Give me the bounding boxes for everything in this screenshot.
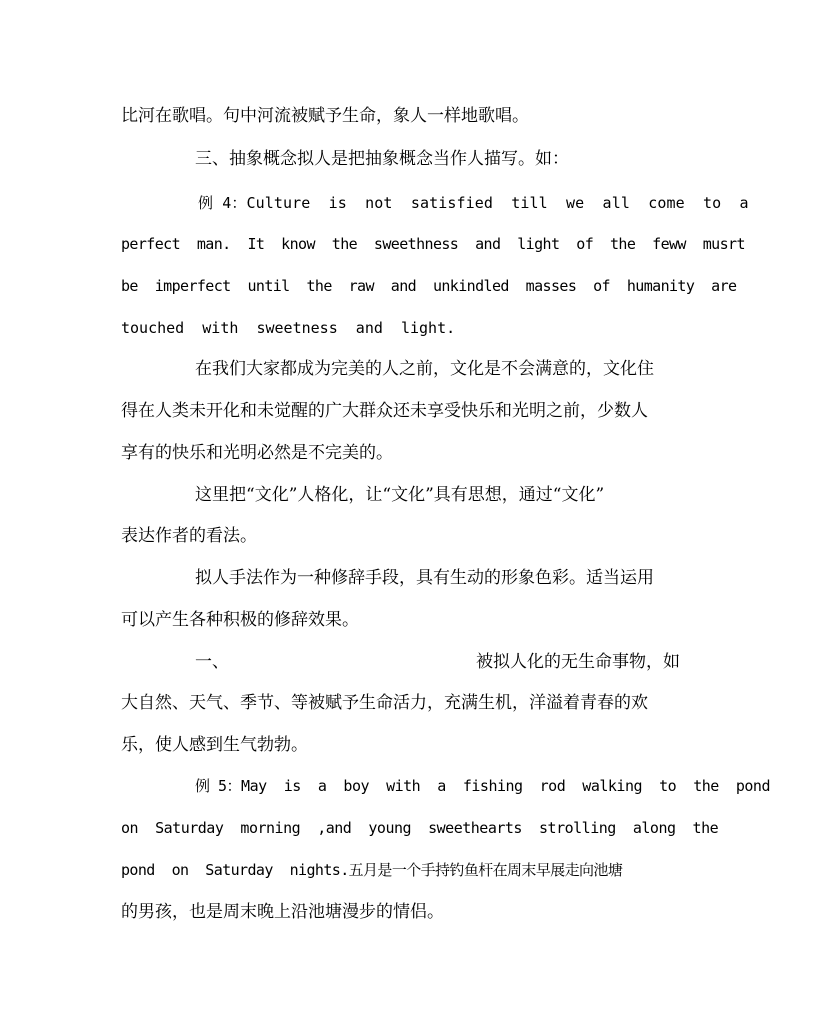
example-4-line-2: perfect man. It know the sweethness and light of the feww musrt <box>121 235 745 253</box>
list-item-one-line-2: 大自然、天气、季节、等被赋予生命活力，充满生机，洋溢着青春的欢 <box>121 693 648 713</box>
list-item-one-text: 被拟人化的无生命事物，如 <box>476 652 680 672</box>
example-5-line-2: on Saturday morning ,and young sweethearts strolling along the <box>121 819 719 837</box>
text-line-1: 比河在歌唱。句中河流被赋予生命，象人一样地歌唱。 <box>121 106 529 126</box>
translation-line-3: 享有的快乐和光明必然是不完美的。 <box>121 443 393 463</box>
example-4-line-1: 例 4：Culture is not satisfied till we all come to a <box>198 194 749 212</box>
translation-line-2: 得在人类未开化和未觉醒的广大群众还未享受快乐和光明之前，少数人 <box>121 401 648 421</box>
translation-line-1: 在我们大家都成为完美的人之前，文化是不会满意的，文化住 <box>195 359 654 379</box>
list-item-one-line-3: 乐，使人感到生气勃勃。 <box>121 735 308 755</box>
paragraph-line-1: 拟人手法作为一种修辞手段，具有生动的形象色彩。适当运用 <box>195 568 654 588</box>
explanation-line-2: 表达作者的看法。 <box>121 526 257 546</box>
paragraph-line-2: 可以产生各种积极的修辞效果。 <box>121 610 359 630</box>
example-4-line-4: touched with sweetness and light. <box>121 319 456 337</box>
list-marker-one: 一、 <box>195 652 229 672</box>
example-5-line-3: pond on Saturday nights.五月是一个手持钓鱼杆在周末早展走向池塘 <box>121 861 623 879</box>
example-4-line-3: be imperfect until the raw and unkindled masses of humanity are <box>121 277 737 295</box>
example-5-line-4: 的男孩，也是周末晚上沿池塘漫步的情侣。 <box>121 902 444 922</box>
example-5-line-1: 例 5：May is a boy with a fishing rod walking to the pond <box>195 777 770 795</box>
explanation-line-1: 这里把“文化”人格化，让“文化”具有思想，通过“文化” <box>195 485 605 505</box>
section-heading-three: 三、抽象概念拟人是把抽象概念当作人描写。如： <box>195 149 569 169</box>
